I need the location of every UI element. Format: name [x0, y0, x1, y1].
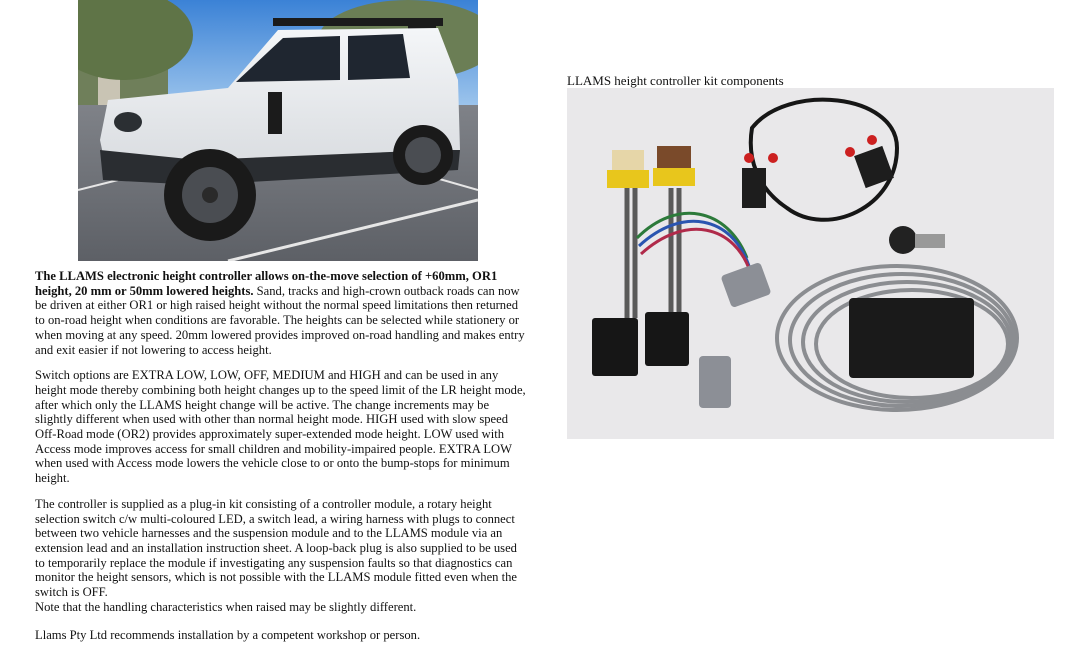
intro-bold-lead: The LLAMS electronic height controller allows on-the-move selection of +60mm, OR1 height, 20 mm or 50mm lowered heights. [35, 269, 498, 298]
intro-body: Sand, tracks and high-crown outback roads can now be driven at either OR1 or high raised height without the normal speed limitations then returned to on-road height when conditions are favorable. The heights can be selected while stationery or when moving at any speed. 20mm lowered provides improved on-road handling and makes entry and exit easier if not lowering to access height. [35, 283, 525, 357]
kit-components-photo [567, 88, 1054, 439]
vehicle-photo [78, 0, 478, 261]
kit-caption: LLAMS height controller kit components [567, 73, 784, 88]
description-text [35, 269, 527, 654]
handling-note: Note that the handling characteristics when raised may be slightly different. [35, 599, 417, 614]
kit-description-paragraph [35, 497, 527, 615]
kit-description: The controller is supplied as a plug-in kit consisting of a controller module, a rotary height selection switch c/w multi-coloured LED, a switch lead, a wiring harness with plugs to connect between two vehicle harnesses and the suspension module and to the LLAMS module via an extension lead and an installation instruction sheet. A loop-back plug is also supplied to be used to temporarily replace the module if investigating any suspension faults so that diagnostics can monitor the height sensors, which is not possible with the LLAMS module fitted even when the switch is OFF. [35, 496, 517, 600]
switch-options-paragraph: Switch options are EXTRA LOW, LOW, OFF, MEDIUM and HIGH and can be used in any height mode thereby combining both height changes up to the speed limit of the LR height mode, after which only the LLAMS height change will be active. The change increments may be slightly different when used with other than normal height mode. HIGH used with slow speed Off-Road mode (OR2) provides approximately super-extended mode height. LOW used with Access mode improves access for small children and mobility-impaired people. EXTRA LOW when used with Access mode lowers the vehicle close to or onto the bump-stops for minimum height. [35, 368, 526, 486]
intro-paragraph [35, 269, 527, 357]
recommendation-paragraph: Llams Pty Ltd recommends installation by a competent workshop or person. [35, 628, 421, 643]
